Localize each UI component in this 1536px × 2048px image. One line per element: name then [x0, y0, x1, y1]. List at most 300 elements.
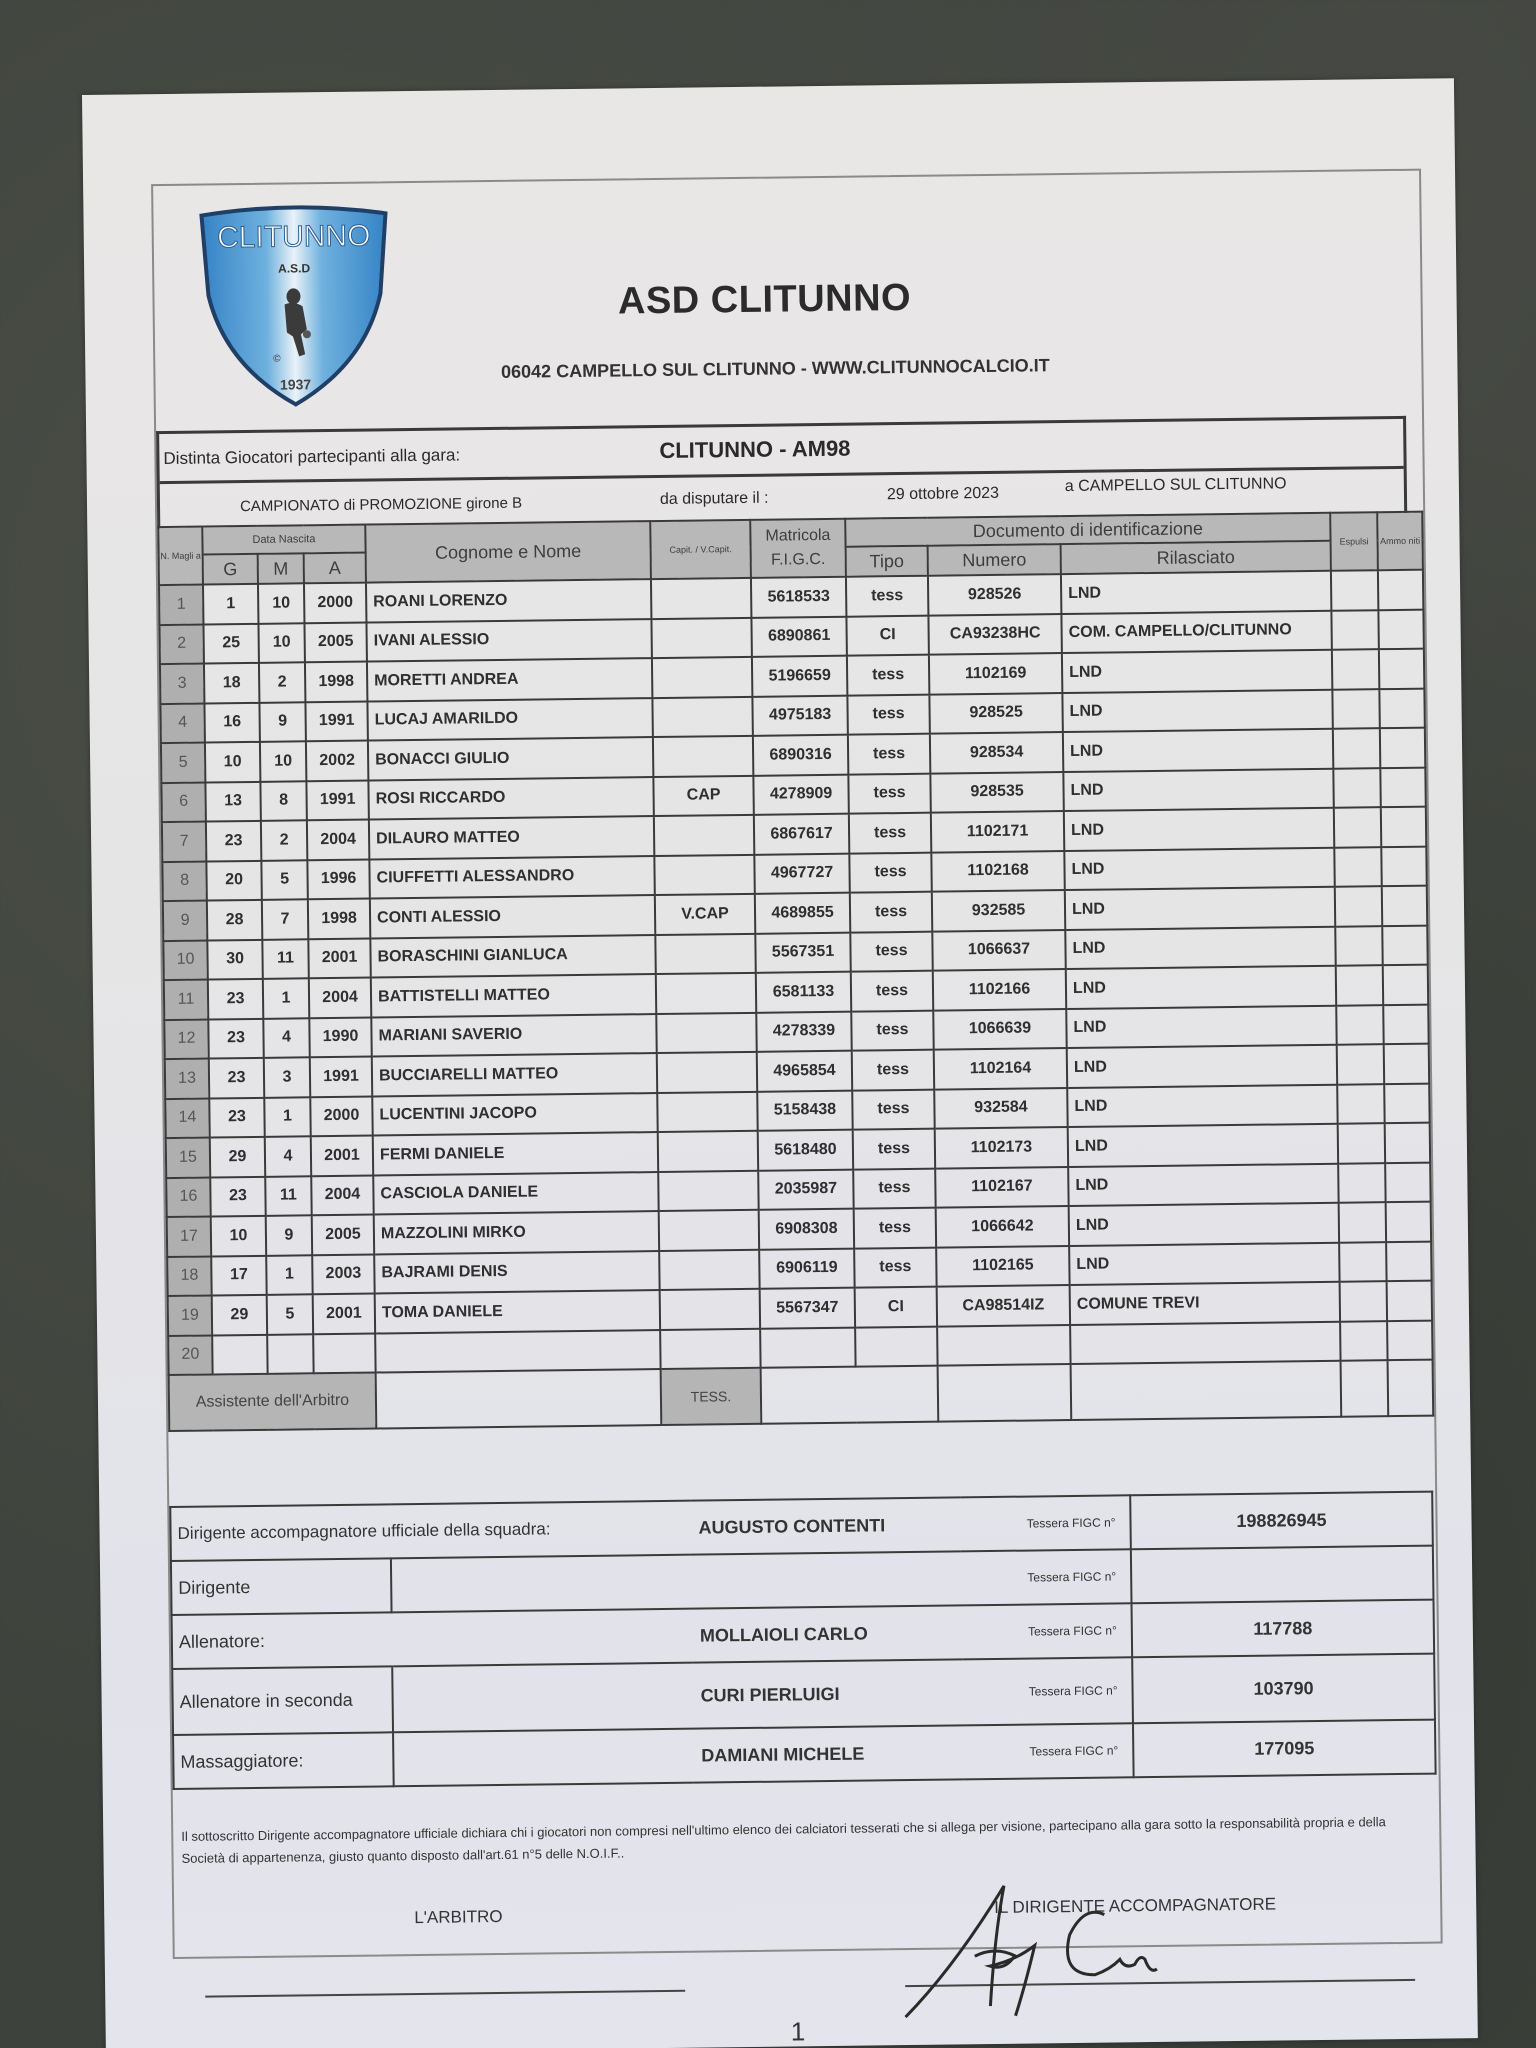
- birth-day: 29: [210, 1137, 265, 1177]
- document-number: 1102166: [933, 969, 1066, 1010]
- figc-matricola: 4689855: [755, 893, 850, 934]
- crest-name: CLITUNNO: [216, 219, 371, 255]
- figc-matricola: 6908308: [759, 1209, 854, 1250]
- assistant-ammoniti-cell: [1388, 1360, 1434, 1417]
- jersey-number: 10: [163, 940, 207, 980]
- player-name: CIUFFETTI ALESSANDRO: [369, 856, 654, 899]
- birth-year: 2005: [304, 622, 366, 662]
- birth-day: 20: [206, 860, 261, 900]
- figc-matricola: 6906119: [759, 1248, 854, 1289]
- birth-year: [313, 1333, 375, 1373]
- captain-role: [654, 815, 754, 856]
- figc-matricola: 4278339: [756, 1011, 851, 1052]
- assistant-rilasciato-cell: [1071, 1361, 1342, 1420]
- staff-name: [691, 1551, 962, 1608]
- document-number: 932585: [932, 890, 1065, 931]
- document-type: tess: [848, 773, 930, 813]
- booked-cell: [1382, 886, 1427, 926]
- captain-role: [656, 973, 756, 1014]
- document-issuer: LND: [1064, 808, 1334, 851]
- header-rilasciato: Rilasciato: [1061, 541, 1331, 574]
- birth-day: 17: [211, 1255, 266, 1295]
- staff-blank-cell: [392, 1663, 693, 1733]
- document-number: 1102171: [931, 811, 1064, 852]
- header-mese: M: [258, 553, 304, 584]
- match-teams: CLITUNNO - AM98: [659, 435, 851, 463]
- player-name: ROANI LORENZO: [366, 579, 651, 622]
- expelled-cell: [1340, 1281, 1387, 1321]
- document-type: tess: [853, 1129, 935, 1169]
- figc-matricola: 5618533: [751, 577, 846, 618]
- document-type: tess: [849, 852, 931, 892]
- birth-year: 2002: [306, 741, 368, 781]
- birth-month: [267, 1334, 313, 1374]
- figc-matricola: 4967727: [754, 853, 849, 894]
- jersey-number: 5: [161, 743, 205, 783]
- declaration-text: Il sottoscritto Dirigente accompagnatore ufficiale dichiara chi i giocatori non compresi nell'ultimo elenco dei calciatori tesserati che si allega per visione, partecipano alla gara sotto la responsabilità propria e della Società di appartenenza, giusto quanto disposto dall'art.61 n°5 delle N.O.I.F..: [181, 1814, 1386, 1866]
- player-name: BORASCHINI GIANLUCA: [370, 935, 655, 978]
- document-issuer: LND: [1066, 1005, 1336, 1048]
- document-number: 1102168: [931, 851, 1064, 892]
- figc-matricola: 5567347: [760, 1288, 855, 1329]
- tessera-number: 103790: [1132, 1654, 1435, 1724]
- expelled-cell: [1340, 1321, 1387, 1361]
- captain-role: [651, 578, 751, 619]
- svg-text:A.S.D: A.S.D: [278, 261, 311, 276]
- jersey-number: 14: [165, 1098, 209, 1138]
- figc-matricola: 5196659: [752, 656, 847, 697]
- birth-day: 28: [207, 900, 262, 940]
- tessera-label: Tessera FIGC n°: [961, 1549, 1132, 1605]
- jersey-number: 13: [165, 1059, 209, 1099]
- birth-day: 13: [205, 781, 260, 821]
- staff-blank-cell: [393, 1729, 694, 1787]
- header-cognome-nome: Cognome e Nome: [365, 521, 651, 582]
- birth-month: 5: [261, 860, 307, 900]
- match-date: 29 ottobre 2023: [886, 484, 1000, 504]
- assistant-numero-cell: [938, 1364, 1072, 1422]
- booked-cell: [1387, 1320, 1432, 1360]
- document-type: CI: [855, 1287, 937, 1327]
- captain-role: [660, 1289, 760, 1330]
- captain-role: [660, 1328, 760, 1369]
- tessera-label: Tessera FIGC n°: [962, 1657, 1133, 1725]
- document-type: tess: [846, 576, 928, 616]
- expelled-cell: [1331, 570, 1378, 610]
- document-type: tess: [850, 931, 932, 971]
- expelled-cell: [1332, 649, 1379, 689]
- booked-cell: [1381, 807, 1426, 847]
- captain-role: [656, 1012, 756, 1053]
- document-issuer: LND: [1068, 1124, 1338, 1167]
- birth-day: 29: [212, 1295, 267, 1335]
- player-name: LUCENTINI JACOPO: [372, 1093, 657, 1136]
- jersey-number: 17: [167, 1217, 211, 1257]
- figc-matricola: 4975183: [752, 695, 847, 736]
- figc-matricola: [760, 1327, 855, 1368]
- date-label: da disputare il :: [659, 489, 769, 508]
- header-documento: Documento di identificazione: [845, 513, 1330, 547]
- expelled-cell: [1338, 1123, 1385, 1163]
- figc-matricola: 6890861: [751, 616, 846, 657]
- assistant-label: Assistente dell'Arbitro: [169, 1373, 377, 1432]
- figc-matricola: 4965854: [757, 1051, 852, 1092]
- birth-month: 4: [263, 1018, 309, 1058]
- booked-cell: [1381, 846, 1426, 886]
- birth-year: 2004: [307, 820, 369, 860]
- document-number: 1066639: [933, 1009, 1066, 1050]
- header-numero: Numero: [928, 544, 1061, 576]
- page-number: 1: [790, 2016, 806, 2047]
- svg-text:©: ©: [273, 353, 281, 365]
- booked-cell: [1380, 728, 1425, 768]
- paper-sheet: [82, 78, 1478, 2048]
- document-type: tess: [851, 971, 933, 1011]
- player-name: DILAURO MATTEO: [369, 816, 654, 859]
- document-type: tess: [850, 892, 932, 932]
- expelled-cell: [1332, 689, 1379, 729]
- player-rows: [159, 570, 1433, 1375]
- player-name: BUCCIARELLI MATTEO: [372, 1053, 657, 1096]
- expelled-cell: [1335, 886, 1382, 926]
- birth-year: 1991: [306, 780, 368, 820]
- captain-role: [652, 696, 752, 737]
- booked-cell: [1378, 609, 1423, 649]
- document-issuer: LND: [1063, 768, 1333, 811]
- birth-month: 1: [263, 978, 309, 1018]
- document-number: CA93238HC: [928, 614, 1061, 655]
- document-type: tess: [851, 1010, 933, 1050]
- birth-day: 23: [209, 1097, 264, 1137]
- figc-matricola: 2035987: [758, 1169, 853, 1210]
- expelled-cell: [1331, 610, 1378, 650]
- jersey-number: 1: [159, 585, 203, 625]
- document-issuer: LND: [1069, 1203, 1339, 1246]
- captain-role: [653, 736, 753, 777]
- birth-day: 23: [210, 1176, 265, 1216]
- birth-month: 10: [260, 741, 306, 781]
- staff-name: AUGUSTO CONTENTI: [690, 1497, 961, 1554]
- jersey-number: 15: [166, 1138, 210, 1178]
- staff-role: Allenatore:: [172, 1612, 393, 1669]
- handwritten-signature-icon: [894, 1872, 1296, 2047]
- booked-cell: [1379, 688, 1424, 728]
- birth-day: 23: [208, 979, 263, 1019]
- captain-role: CAP: [653, 775, 753, 816]
- document-issuer: LND: [1062, 689, 1332, 732]
- tessera-number: 177095: [1133, 1720, 1436, 1778]
- document-issuer: LND: [1066, 966, 1336, 1009]
- expelled-cell: [1339, 1202, 1386, 1242]
- header-capit: Capit. / V.Capit.: [650, 520, 751, 579]
- referee-signature-label: L'ARBITRO: [414, 1906, 503, 1928]
- document-issuer: LND: [1065, 926, 1335, 969]
- birth-year: 2000: [310, 1096, 372, 1136]
- birth-month: 7: [262, 899, 308, 939]
- birth-day: 25: [203, 623, 258, 663]
- player-name: FERMI DANIELE: [373, 1132, 658, 1175]
- assistant-tess-label: TESS.: [661, 1368, 762, 1425]
- tessera-number: 117788: [1132, 1600, 1435, 1658]
- captain-role: [658, 1131, 758, 1172]
- birth-year: 2003: [312, 1254, 374, 1294]
- player-name: CASCIOLA DANIELE: [373, 1172, 658, 1215]
- document-type: tess: [852, 1089, 934, 1129]
- birth-year: 1998: [305, 662, 367, 702]
- booked-cell: [1384, 1044, 1429, 1084]
- staff-role: Allenatore in seconda: [172, 1666, 393, 1735]
- document-type: tess: [847, 694, 929, 734]
- birth-month: 1: [266, 1255, 312, 1295]
- captain-role: [654, 854, 754, 895]
- birth-month: 2: [261, 820, 307, 860]
- booked-cell: [1385, 1123, 1430, 1163]
- player-name: MORETTI ANDREA: [367, 658, 652, 701]
- birth-day: 10: [211, 1216, 266, 1256]
- tessera-label: Tessera FIGC n°: [963, 1723, 1134, 1779]
- document-number: 928525: [929, 693, 1062, 734]
- captain-role: [651, 617, 751, 658]
- birth-month: 2: [259, 662, 305, 702]
- birth-year: 1996: [307, 859, 369, 899]
- assistant-tess-cell: [761, 1366, 939, 1424]
- document-issuer: LND: [1069, 1242, 1339, 1285]
- expelled-cell: [1335, 926, 1382, 966]
- header-anno: A: [304, 553, 366, 584]
- clitunno-crest-icon: [193, 203, 395, 410]
- booked-cell: [1380, 767, 1425, 807]
- birth-year: 2001: [313, 1294, 375, 1334]
- jersey-number: 12: [164, 1019, 208, 1059]
- player-name: TOMA DANIELE: [375, 1290, 660, 1333]
- player-name: IVANI ALESSIO: [366, 619, 651, 662]
- birth-year: 1991: [305, 701, 367, 741]
- document-issuer: LND: [1064, 847, 1334, 890]
- figc-matricola: 4278909: [753, 774, 848, 815]
- booked-cell: [1386, 1202, 1431, 1242]
- player-name: BATTISTELLI MATTEO: [371, 974, 656, 1017]
- captain-role: [655, 933, 755, 974]
- player-name: MAZZOLINI MIRKO: [374, 1211, 659, 1254]
- staff-name: CURI PIERLUIGI: [692, 1659, 963, 1728]
- document-type: tess: [854, 1208, 936, 1248]
- expelled-cell: [1333, 768, 1380, 808]
- jersey-number: 8: [162, 861, 206, 901]
- birth-month: 10: [258, 623, 304, 663]
- birth-year: 2000: [304, 583, 366, 623]
- header-ammoniti: Ammo niti: [1377, 512, 1423, 571]
- birth-year: 2005: [312, 1215, 374, 1255]
- document-issuer: LND: [1065, 887, 1335, 930]
- document-number: 928535: [930, 772, 1063, 813]
- captain-role: [659, 1249, 759, 1290]
- expelled-cell: [1337, 1044, 1384, 1084]
- player-name: MARIANI SAVERIO: [371, 1014, 656, 1057]
- document-number: 1102167: [935, 1167, 1068, 1208]
- document-number: 928526: [928, 574, 1061, 615]
- players-table: [157, 511, 1434, 1432]
- booked-cell: [1379, 649, 1424, 689]
- header-espulsi: Espulsi: [1330, 512, 1378, 571]
- document-number: 928534: [930, 732, 1063, 773]
- birth-day: 23: [208, 1018, 263, 1058]
- birth-day: 18: [204, 663, 259, 703]
- document-issuer: LND: [1068, 1163, 1338, 1206]
- document-number: [937, 1325, 1070, 1366]
- figc-matricola: 5567351: [755, 932, 850, 973]
- referee-signature-line: [205, 1990, 685, 1998]
- booked-cell: [1378, 570, 1423, 610]
- match-venue: a CAMPELLO SUL CLITUNNO: [1064, 475, 1287, 496]
- birth-year: 2004: [311, 1175, 373, 1215]
- match-info-box: [156, 416, 1407, 529]
- birth-day: 23: [209, 1058, 264, 1098]
- birth-month: 1: [264, 1097, 310, 1137]
- captain-role: [658, 1170, 758, 1211]
- jersey-number: 3: [160, 664, 204, 704]
- figc-matricola: 5618480: [758, 1130, 853, 1171]
- staff-role: Massaggiatore:: [173, 1732, 394, 1789]
- document-issuer: COM. CAMPELLO/CLITUNNO: [1061, 610, 1331, 653]
- birth-month: 8: [260, 781, 306, 821]
- document-type: tess: [849, 813, 931, 853]
- figc-matricola: 5158438: [757, 1090, 852, 1131]
- expelled-cell: [1336, 1005, 1383, 1045]
- booked-cell: [1386, 1241, 1431, 1281]
- jersey-number: 4: [160, 703, 204, 743]
- figc-matricola: 6867617: [754, 814, 849, 855]
- booked-cell: [1383, 965, 1428, 1005]
- staff-blank-cell: [392, 1609, 693, 1667]
- captain-role: [652, 657, 752, 698]
- document-issuer: COMUNE TREVI: [1070, 1282, 1340, 1325]
- birth-day: 16: [204, 702, 259, 742]
- expelled-cell: [1333, 728, 1380, 768]
- document-type: tess: [847, 655, 929, 695]
- svg-text:1937: 1937: [279, 376, 312, 393]
- booked-cell: [1384, 1083, 1429, 1123]
- birth-year: 2001: [308, 938, 370, 978]
- staff-name: DAMIANI MICHELE: [693, 1725, 964, 1782]
- document-issuer: LND: [1067, 1045, 1337, 1088]
- jersey-number: 20: [168, 1335, 212, 1375]
- birth-year: 1990: [309, 1017, 371, 1057]
- birth-month: 10: [258, 583, 304, 623]
- list-label: Distinta Giocatori partecipanti alla gara:: [163, 445, 461, 469]
- birth-day: 1: [203, 584, 258, 624]
- assistant-name-cell: [376, 1369, 662, 1428]
- championship: CAMPIONATO di PROMOZIONE girone B: [239, 494, 523, 516]
- document-type: tess: [854, 1247, 936, 1287]
- document-number: CA98514IZ: [937, 1285, 1070, 1326]
- document-number: 1102173: [935, 1127, 1068, 1168]
- expelled-cell: [1339, 1242, 1386, 1282]
- booked-cell: [1383, 1004, 1428, 1044]
- club-address: 06042 CAMPELLO SUL CLITUNNO - WWW.CLITUNNOCALCIO.IT: [500, 355, 1050, 382]
- player-name: [375, 1330, 660, 1373]
- player-name: BAJRAMI DENIS: [374, 1251, 659, 1294]
- staff-name: MOLLAIOLI CARLO: [692, 1605, 963, 1662]
- expelled-cell: [1338, 1163, 1385, 1203]
- birth-month: 5: [267, 1294, 313, 1334]
- jersey-number: 16: [166, 1177, 210, 1217]
- jersey-number: 18: [167, 1256, 211, 1296]
- figc-matricola: 6581133: [756, 972, 851, 1013]
- birth-month: 11: [265, 1176, 311, 1216]
- birth-day: 30: [207, 939, 262, 979]
- document-issuer: LND: [1063, 729, 1333, 772]
- header-giorno: G: [203, 554, 258, 585]
- player-name: ROSI RICCARDO: [368, 777, 653, 820]
- captain-role: [657, 1091, 757, 1132]
- document-number: 1066642: [936, 1206, 1069, 1247]
- document-issuer: [1070, 1321, 1340, 1364]
- document-issuer: LND: [1067, 1084, 1337, 1127]
- birth-year: 2004: [309, 978, 371, 1018]
- document-number: 1102165: [936, 1246, 1069, 1287]
- figc-matricola: 6890316: [753, 735, 848, 776]
- jersey-number: 6: [161, 782, 205, 822]
- document-type: [855, 1326, 937, 1366]
- header-matricola: Matricola F.I.G.C.: [750, 519, 846, 578]
- document-type: tess: [853, 1168, 935, 1208]
- staff-role: Dirigente: [171, 1558, 392, 1615]
- staff-blank-cell: [391, 1555, 692, 1613]
- expelled-cell: [1334, 847, 1381, 887]
- captain-role: [659, 1210, 759, 1251]
- jersey-number: 19: [168, 1296, 212, 1336]
- captain-role: V.CAP: [655, 894, 755, 935]
- birth-year: 1991: [310, 1057, 372, 1097]
- document-issuer: LND: [1061, 571, 1331, 614]
- player-name: BONACCI GIULIO: [368, 737, 653, 780]
- player-name: CONTI ALESSIO: [370, 895, 655, 938]
- booked-cell: [1382, 925, 1427, 965]
- header-n-maglia: N. Magli a: [158, 527, 203, 586]
- document-number: 1102169: [929, 653, 1062, 694]
- birth-month: 9: [266, 1215, 312, 1255]
- staff-table: [169, 1491, 1436, 1790]
- document-number: 1102164: [934, 1048, 1067, 1089]
- expelled-cell: [1336, 965, 1383, 1005]
- jersey-number: 7: [162, 822, 206, 862]
- header-data-nascita: Data Nascita: [202, 525, 365, 555]
- jersey-number: 2: [159, 624, 203, 664]
- staff-rows: [170, 1492, 1435, 1789]
- tessera-label: Tessera FIGC n°: [962, 1603, 1133, 1659]
- birth-day: 10: [205, 742, 260, 782]
- header-tipo: Tipo: [846, 546, 928, 577]
- document-frame: [151, 169, 1443, 1959]
- booked-cell: [1385, 1162, 1430, 1202]
- document-type: tess: [848, 734, 930, 774]
- document-issuer: LND: [1062, 650, 1332, 693]
- manager-signature-label: IL DIRIGENTE ACCOMPAGNATORE: [994, 1894, 1277, 1917]
- document-type: tess: [852, 1050, 934, 1090]
- birth-month: 3: [264, 1057, 310, 1097]
- birth-day: 23: [206, 821, 261, 861]
- birth-month: 9: [259, 702, 305, 742]
- expelled-cell: [1334, 807, 1381, 847]
- jersey-number: 11: [164, 980, 208, 1020]
- birth-day: [212, 1334, 267, 1374]
- birth-month: 4: [265, 1136, 311, 1176]
- captain-role: [657, 1052, 757, 1093]
- player-name: LUCAJ AMARILDO: [367, 698, 652, 741]
- staff-role: Dirigente accompagnatore ufficiale della squadra:: [170, 1501, 691, 1561]
- document-number: 1066637: [932, 930, 1065, 971]
- document-number: 932584: [934, 1088, 1067, 1129]
